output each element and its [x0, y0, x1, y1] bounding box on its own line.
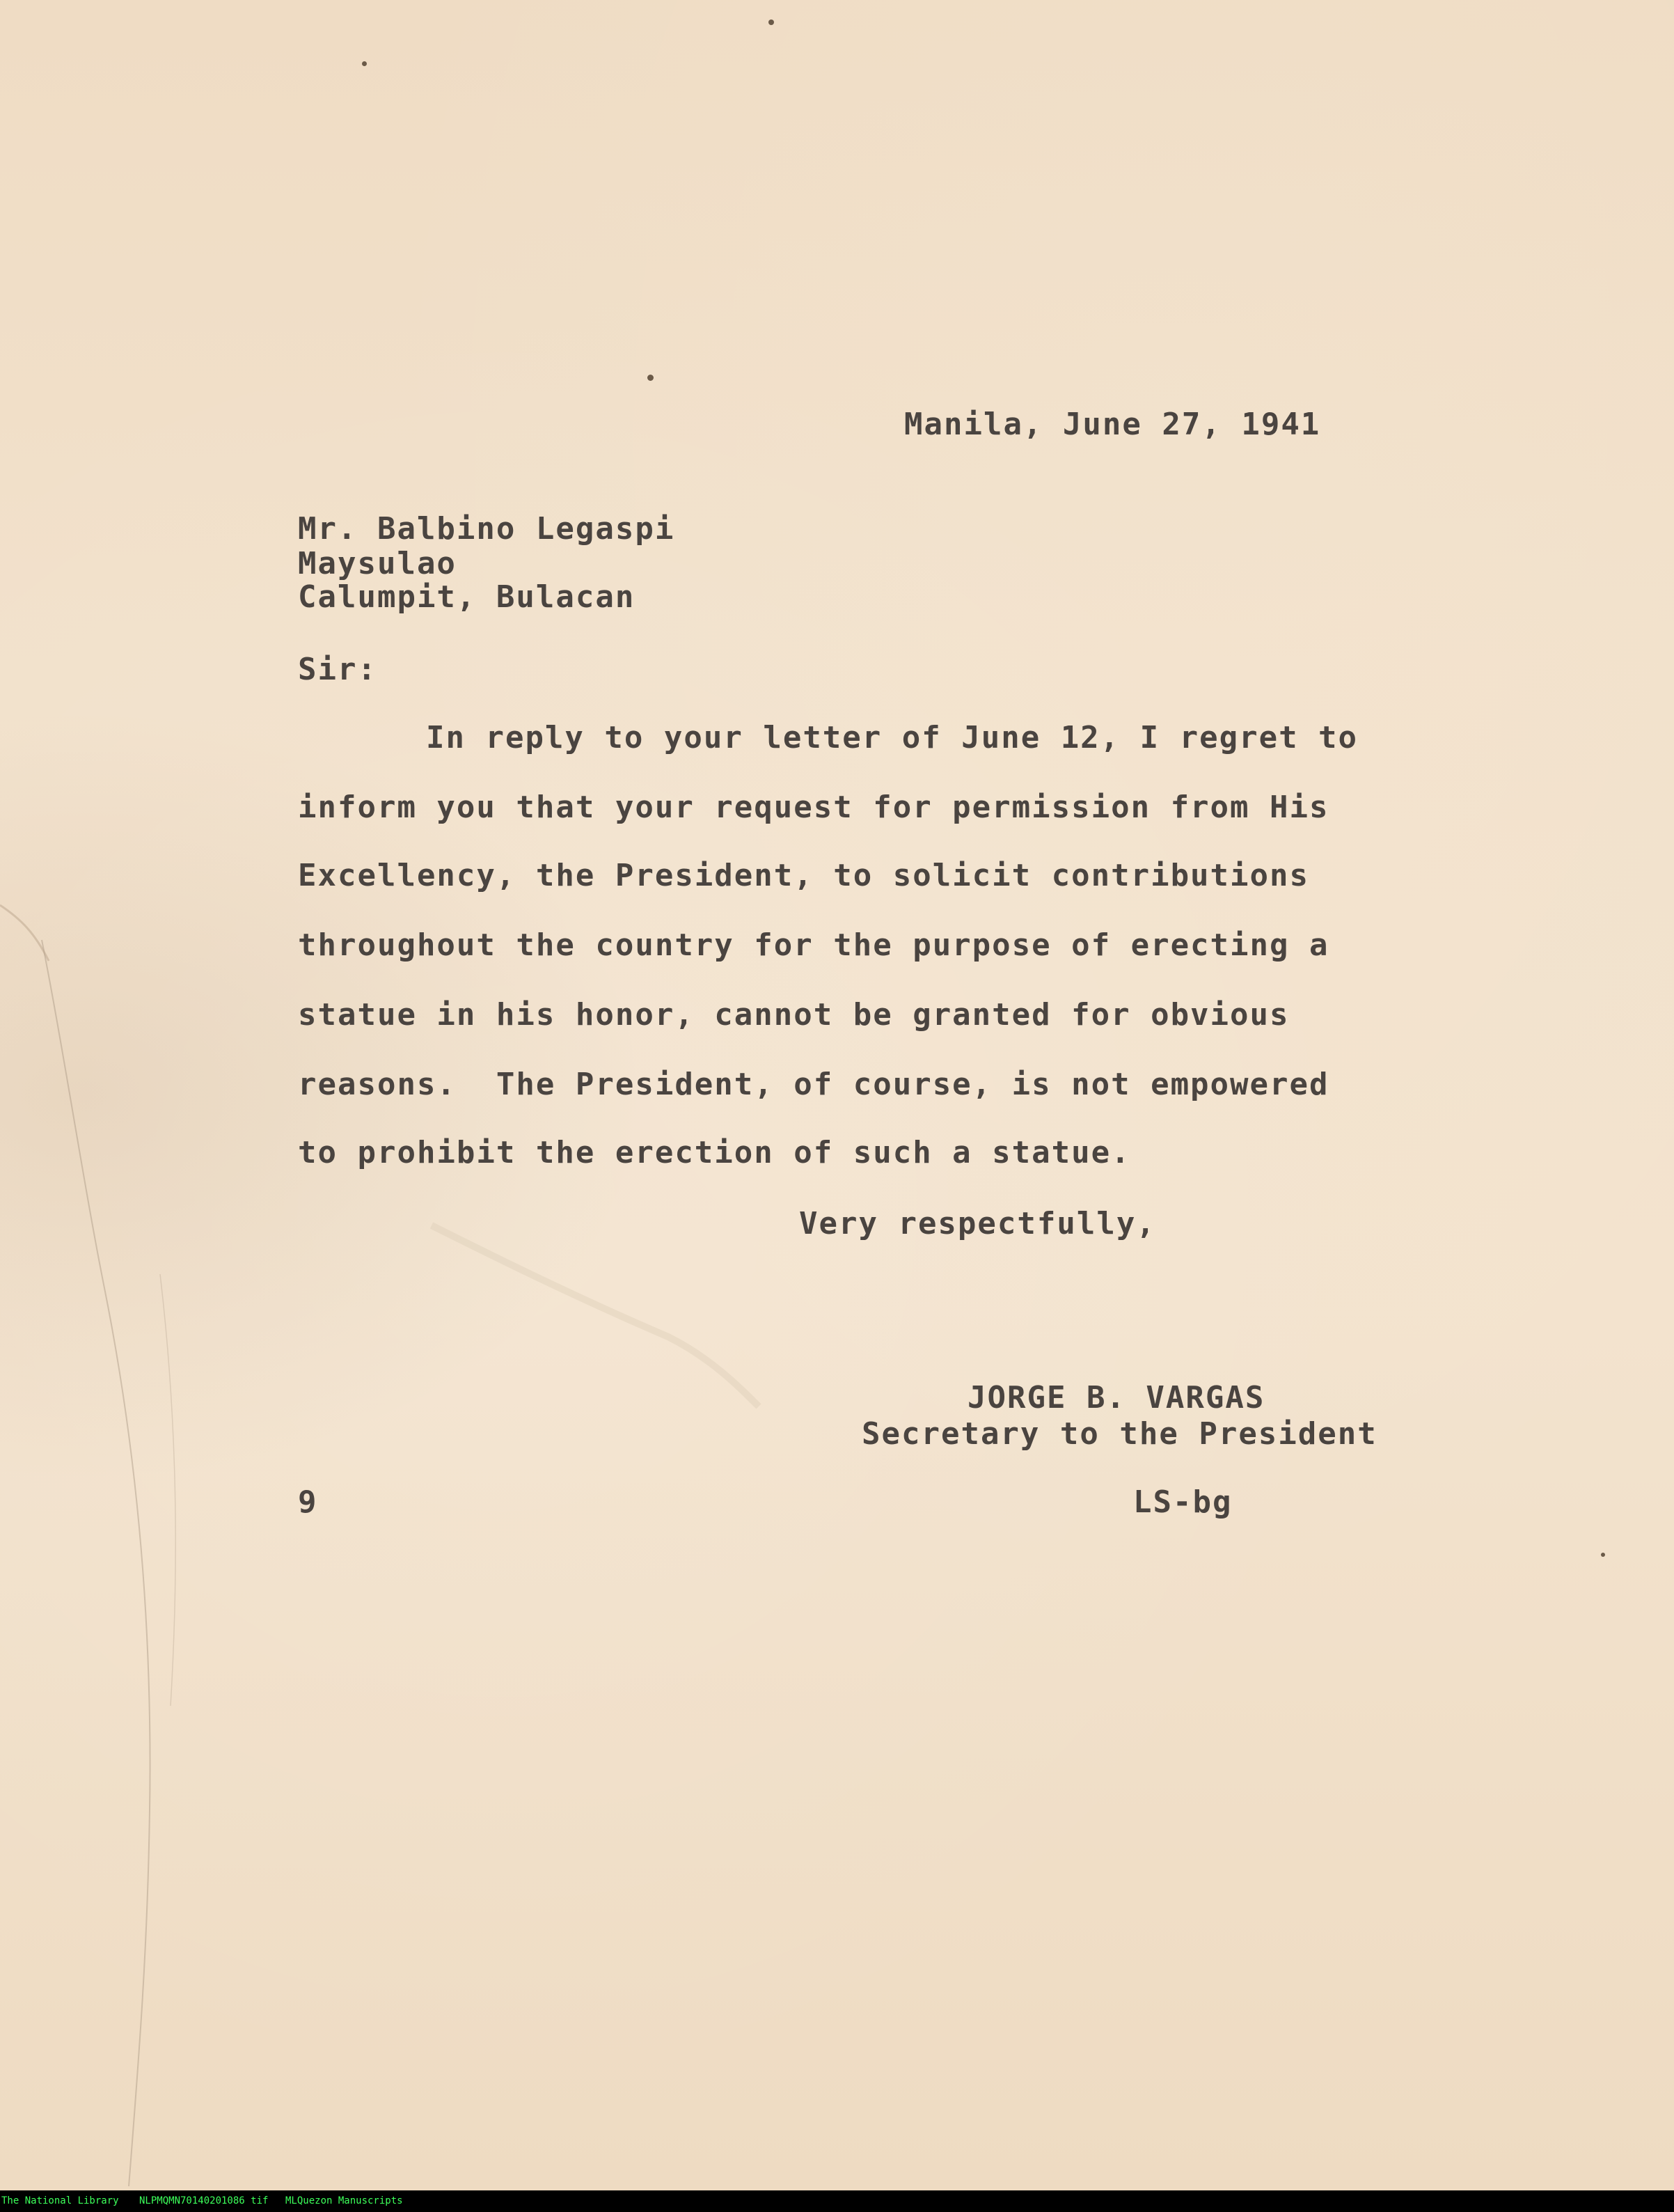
recipient-name: Mr. Balbino Legaspi [298, 511, 675, 547]
body-line: Excellency, the President, to solicit contributions [298, 858, 1310, 893]
body-line: In reply to your letter of June 12, I regret to [426, 720, 1359, 755]
footer-file-id: NLPMQMN70140201086 tif [139, 2195, 269, 2206]
body-line: inform you that your request for permission from His [298, 790, 1329, 825]
salutation: Sir: [298, 652, 377, 687]
paper-speck [647, 375, 654, 381]
recipient-address-line: Maysulao [298, 546, 457, 581]
paper-speck [1601, 1553, 1605, 1557]
body-line: statue in his honor, cannot be granted for obvious [298, 997, 1290, 1033]
footer-library: The National Library [1, 2195, 119, 2206]
recipient-city: Calumpit, Bulacan [298, 579, 635, 615]
body-line: throughout the country for the purpose of erecting a [298, 927, 1329, 963]
dateline: Manila, June 27, 1941 [904, 407, 1321, 442]
closing: Very respectfully, [799, 1206, 1156, 1241]
signer-title: Secretary to the President [862, 1416, 1377, 1452]
archive-footer [0, 2190, 1674, 2212]
paper-speck [768, 19, 774, 25]
paper-speck [362, 61, 367, 66]
body-line: reasons. The President, of course, is not empowered [298, 1067, 1329, 1102]
signer-name: JORGE B. VARGAS [968, 1380, 1265, 1415]
footer-collection: MLQuezon Manuscripts [285, 2195, 403, 2206]
typist-initials: LS-bg [1133, 1484, 1233, 1520]
page-mark: 9 [298, 1484, 318, 1520]
body-line: to prohibit the erection of such a statue. [298, 1135, 1131, 1170]
